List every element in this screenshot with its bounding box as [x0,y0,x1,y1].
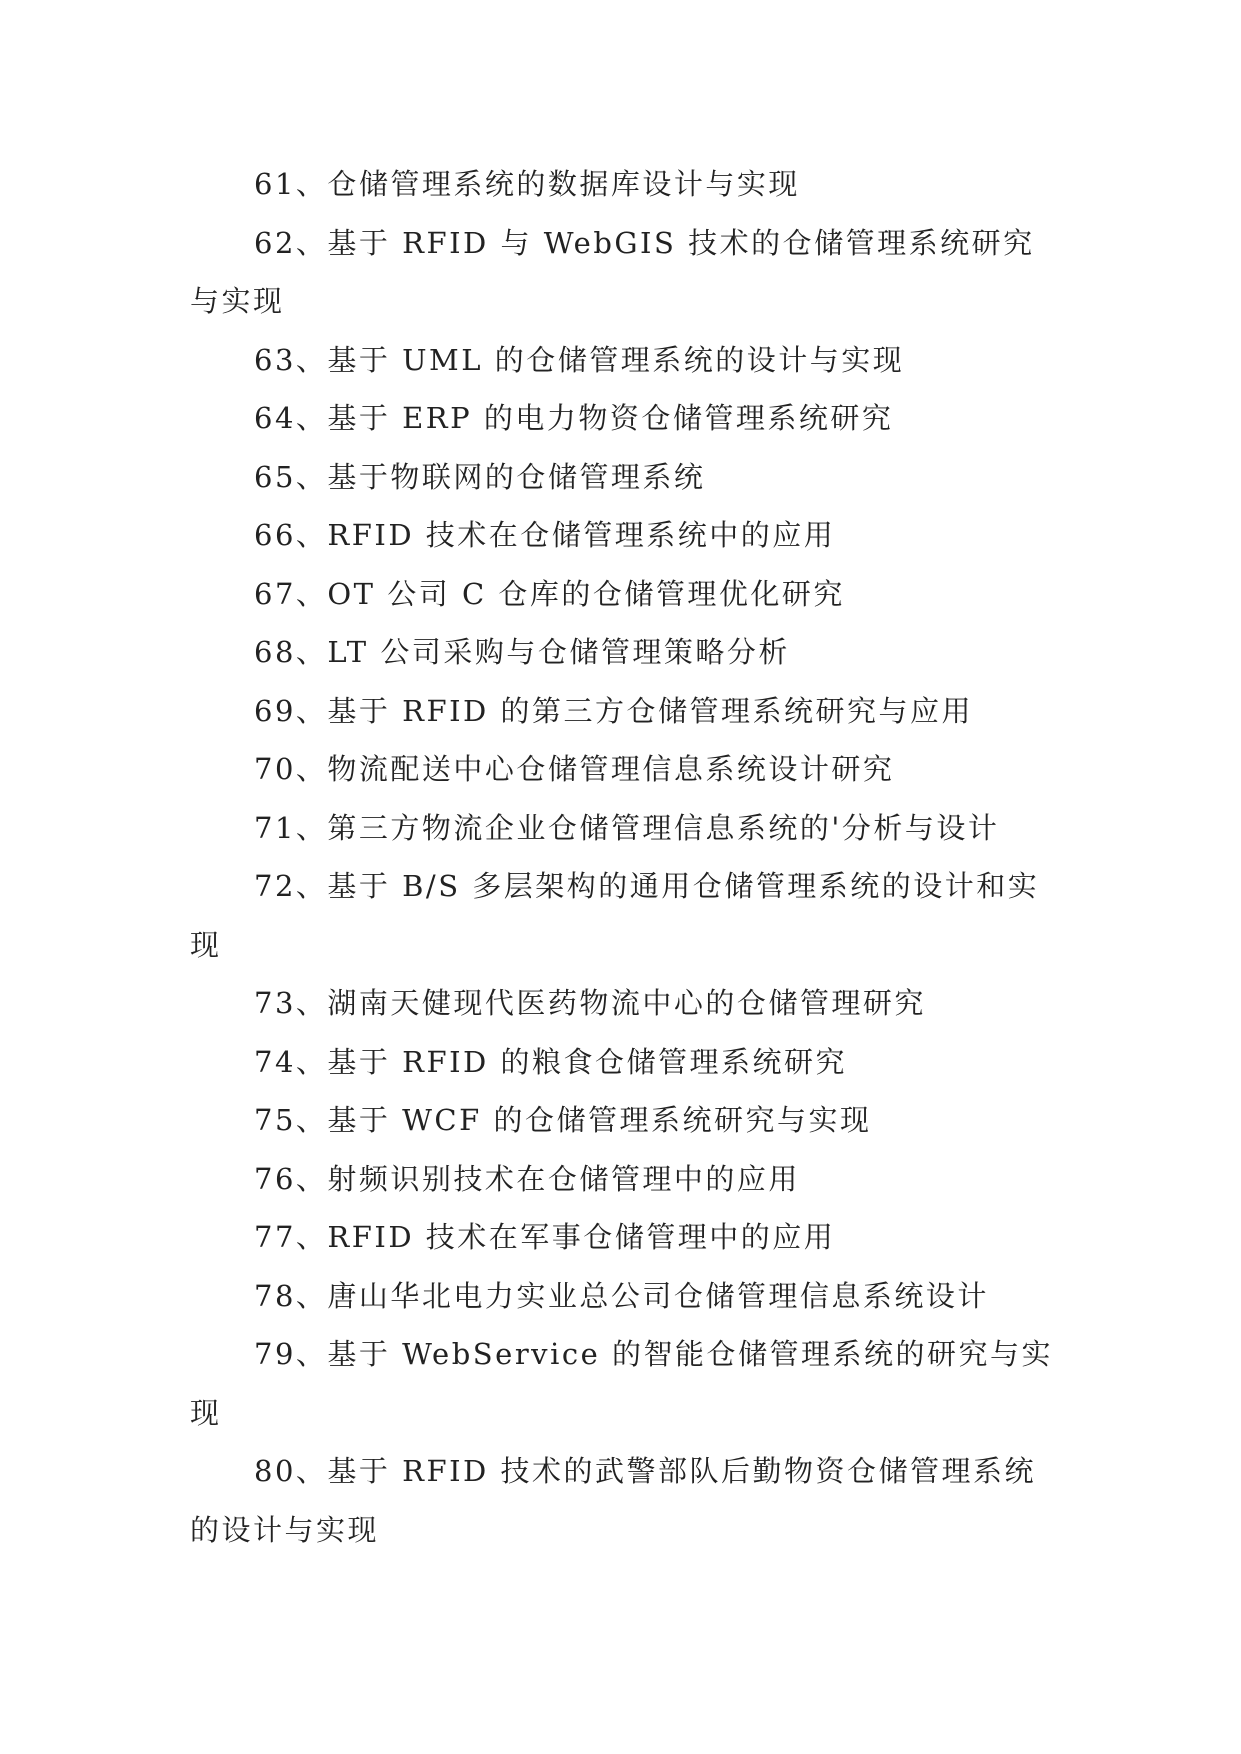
list-item: 65、基于物联网的仓储管理系统 [254,459,706,494]
list-item: 68、LT 公司采购与仓储管理策略分析 [254,635,790,669]
list-item: 73、湖南天健现代医药物流中心的仓储管理研究 [254,986,926,1020]
list-item: 78、唐山华北电力实业总公司仓储管理信息系统设计 [254,1278,989,1313]
list-item: 77、RFID 技术在军事仓储管理中的应用 [254,1220,836,1254]
item-list [190,155,1060,1559]
list-item: 80、基于 RFID 技术的武警部队后勤物资仓储管理系统的设计与实现 [190,1454,1037,1547]
list-item: 72、基于 B/S 多层架构的通用仓储管理系统的设计和实现 [190,869,1040,962]
list-item: 66、RFID 技术在仓储管理系统中的应用 [254,518,836,552]
list-item: 69、基于 RFID 的第三方仓储管理系统研究与应用 [254,693,974,728]
list-item: 64、基于 ERP 的电力物资仓储管理系统研究 [254,401,894,435]
list-item: 61、仓储管理系统的数据库设计与实现 [254,167,800,201]
list-item: 76、射频识别技术在仓储管理中的应用 [254,1161,800,1196]
list-item: 67、OT 公司 C 仓库的仓储管理优化研究 [254,576,845,611]
list-item: 75、基于 WCF 的仓储管理系统研究与实现 [254,1103,872,1137]
list-item: 74、基于 RFID 的粮食仓储管理系统研究 [254,1044,848,1079]
list-item: 62、基于 RFID 与 WebGIS 技术的仓储管理系统研究与实现 [190,225,1035,318]
list-item: 70、物流配送中心仓储管理信息系统设计研究 [254,752,895,786]
list-item: 79、基于 WebService 的智能仓储管理系统的研究与实现 [190,1337,1053,1430]
list-item: 63、基于 UML 的仓储管理系统的设计与实现 [254,342,905,377]
list-item: 71、第三方物流企业仓储管理信息系统的'分析与设计 [254,810,1000,845]
